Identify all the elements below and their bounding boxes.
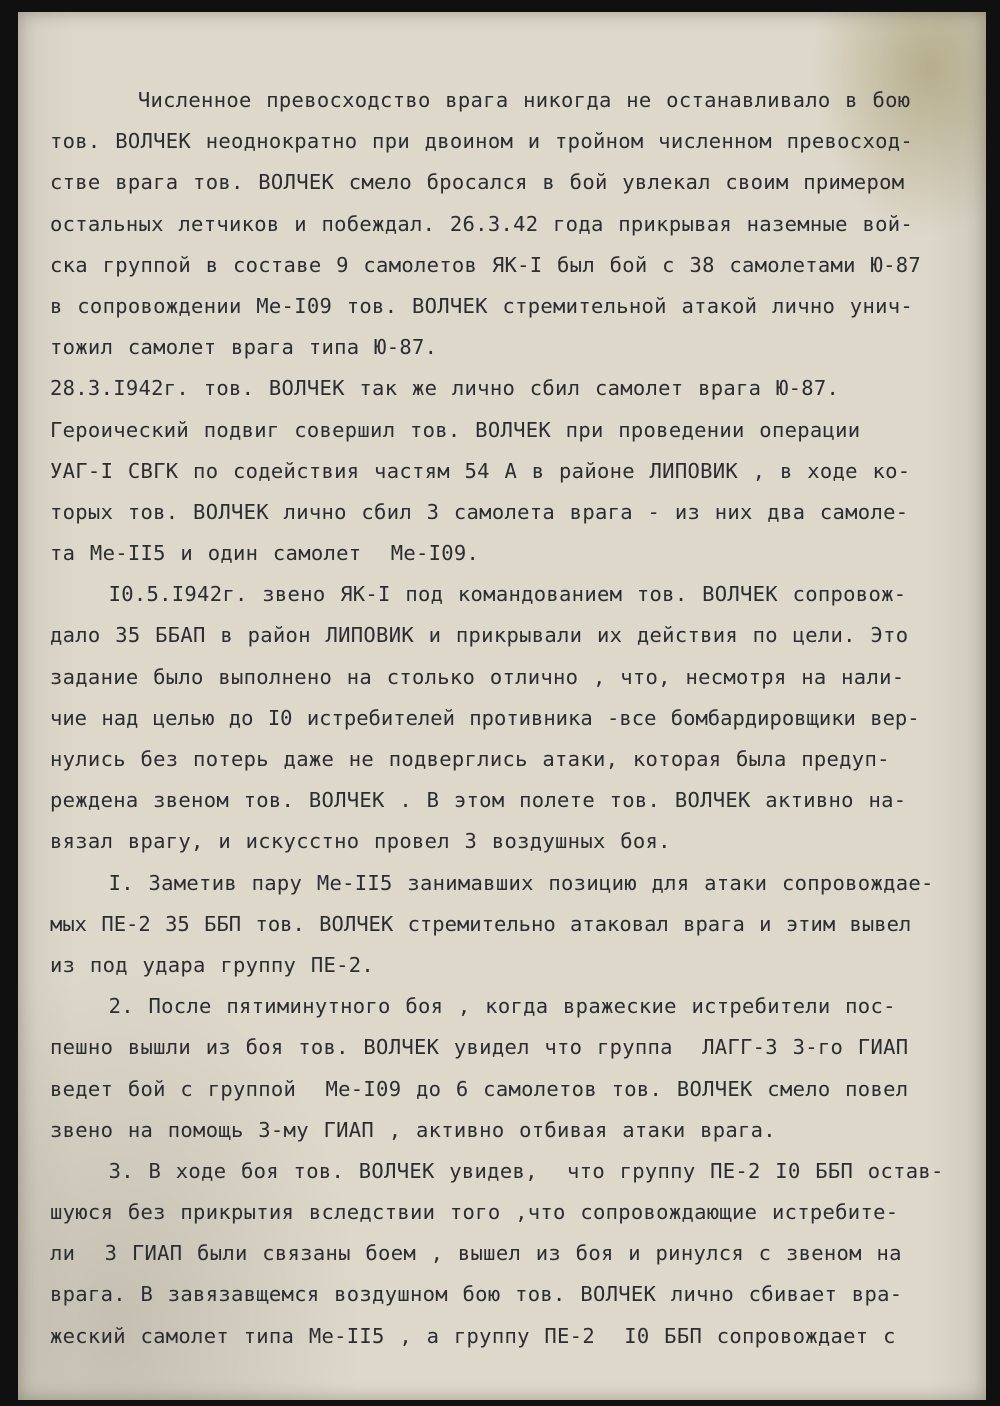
text-line: Героический подвиг совершил тов. ВОЛЧЕК при проведении операции (50, 417, 861, 442)
text-line: врага. В завязавщемся воздушном бою тов. ВОЛЧЕК лично сбивает вра- (50, 1282, 903, 1307)
text-line: дало 35 ББАП в район ЛИПОВИК и прикрывали их действия по цели. Это (50, 623, 909, 648)
text-line: I0.5.I942г. звено ЯК-I под командованием тов. ВОЛЧЕК сопровож- (50, 582, 907, 607)
text-line: I. Заметив пару Ме-II5 занимавших позицию для атаки сопровождае- (50, 870, 934, 895)
text-line: 2. После пятиминутного боя , когда вражеские истребители пос- (50, 994, 896, 1019)
text-line: задание было выполнено на столько отлично , что, несмотря на нали- (50, 664, 905, 689)
text-line: звено на помощь 3-му ГИАП , активно отбивая атаки врага. (50, 1117, 776, 1142)
text-line: реждена звеном тов. ВОЛЧЕК . В этом полете тов. ВОЛЧЕК активно на- (50, 788, 907, 813)
text-line: стве врага тов. ВОЛЧЕК смело бросался в бой увлекал своим примером (50, 170, 905, 195)
text-line: та Ме-II5 и один самолет Ме-I09. (50, 541, 480, 566)
text-line: 3. В ходе боя тов. ВОЛЧЕК увидев, что группу ПЕ-2 I0 ББП остав- (50, 1158, 944, 1183)
text-line: пешно вышли из боя тов. ВОЛЧЕК увидел что группа ЛАГГ-3 3-го ГИАП (50, 1035, 909, 1060)
typewritten-text (50, 80, 970, 1357)
text-line: торых тов. ВОЛЧЕК лично сбил 3 самолета врага - из них два самоле- (50, 499, 909, 524)
text-line: 28.3.I942г. тов. ВОЛЧЕК так же лично сбил самолет врага Ю-87. (50, 376, 840, 401)
text-line: вязал врагу, и искусстно провел 3 воздушных боя. (50, 829, 671, 854)
text-line: нулись без потерь даже не подверглись атаки, которая была предуп- (50, 747, 890, 771)
text-line: ли 3 ГИАП были связаны боем , вышел из боя и ринулся с звеном на (50, 1241, 902, 1266)
text-line: ска группой в составе 9 самолетов ЯК-I был бой с 38 самолетами Ю-87 (50, 252, 922, 277)
document-page (18, 12, 986, 1400)
text-line: ведет бой с группой Ме-I09 до 6 самолетов тов. ВОЛЧЕК смело повел (50, 1076, 909, 1101)
text-line: Численное превосходство врага никогда не останавливало в бою (50, 88, 911, 112)
text-line: остальных летчиков и побеждал. 26.3.42 года прикрывая наземные вой- (50, 211, 914, 236)
text-line: УАГ-I СВГК по содействия частям 54 А в районе ЛИПОВИК , в ходе ко- (50, 458, 911, 483)
text-line: тов. ВОЛЧЕК неоднократно при двоином и тройном численном превосход- (50, 129, 914, 154)
text-line: тожил самолет врага типа Ю-87. (50, 335, 438, 360)
text-line: из под удара группу ПЕ-2. (50, 952, 375, 977)
text-line: в сопровождении Ме-I09 тов. ВОЛЧЕК стремительной атакой лично унич- (50, 293, 914, 318)
text-line: мых ПЕ-2 35 ББП тов. ВОЛЧЕК стремительно атаковал врага и этим вывел (50, 911, 912, 936)
text-line: чие над целью до I0 истребителей противника -все бомбардировщики вер- (50, 705, 920, 730)
text-line: шуюся без прикрытия вследствии того ,что сопровождающие истребите- (50, 1200, 899, 1225)
text-line: жеский самолет типа Ме-II5 , а группу ПЕ-2 I0 ББП сопровождает с (50, 1323, 896, 1348)
